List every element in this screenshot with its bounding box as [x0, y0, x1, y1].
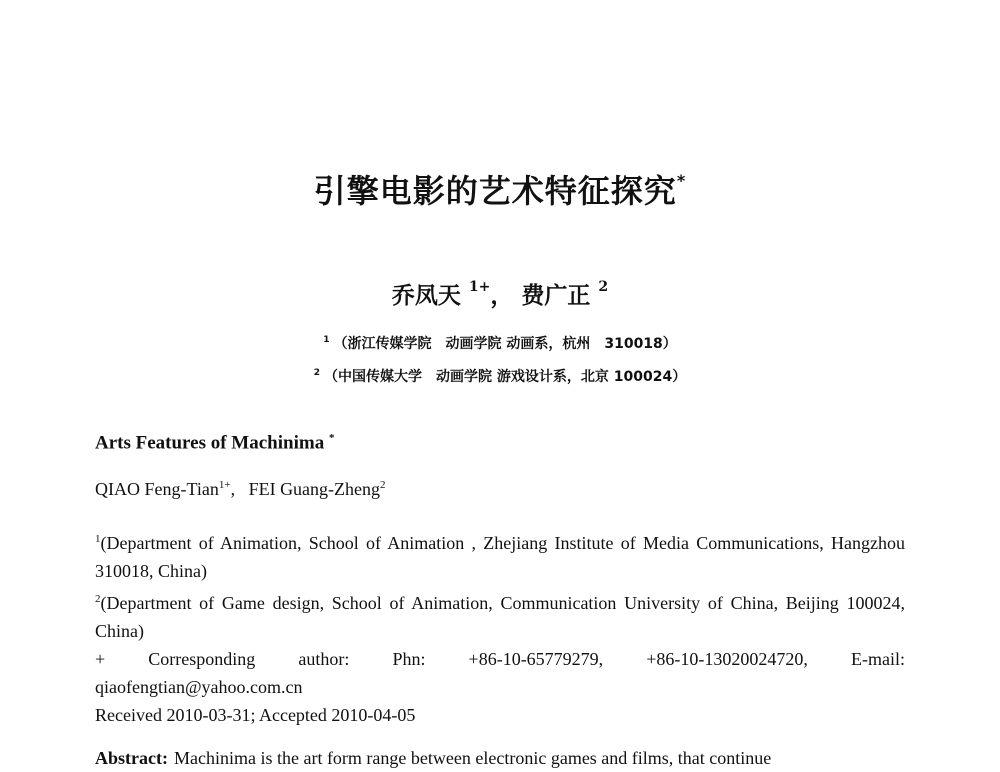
english-author-1-sup: 1+	[218, 479, 231, 491]
email-label: E-mail:	[851, 649, 905, 669]
chinese-affiliation-2-text: （中国传媒大学 动画学院 游戏设计系，北京 100024）	[324, 369, 687, 385]
corresponding-author-line	[95, 645, 905, 673]
chinese-title-text: 引擎电影的艺术特征探究	[313, 172, 677, 210]
corresponding-mark: +	[95, 649, 106, 669]
chinese-author-2: 费广正	[521, 282, 591, 309]
corresponding-label: Corresponding	[148, 649, 256, 669]
email-address[interactable]: qiaofengtian@yahoo.com.cn	[95, 677, 303, 697]
chinese-affiliation-1-text: （浙江传媒学院 动画学院 动画系，杭州 310018）	[333, 336, 677, 352]
english-affiliations	[95, 525, 905, 729]
abstract	[95, 744, 905, 772]
chinese-author-separator: ，	[490, 282, 514, 309]
chinese-affiliation-2	[0, 366, 1000, 386]
chinese-author-2-sup: 2	[598, 279, 609, 296]
chinese-affiliation-2-sup: 2	[313, 368, 321, 379]
chinese-authors	[0, 277, 1000, 310]
abstract-label: Abstract:	[95, 748, 168, 768]
corresponding-author-word: author:	[298, 649, 350, 669]
english-title-text: Arts Features of Machinima	[95, 432, 325, 454]
english-affiliation-1-sup: 1	[95, 533, 101, 545]
english-author-1: QIAO Feng-Tian	[95, 479, 219, 499]
english-author-2-sup: 2	[380, 479, 386, 491]
chinese-affiliation-1-sup: 1	[323, 335, 330, 346]
english-title-footnote-mark: *	[328, 432, 335, 444]
phone-label: Phn:	[392, 649, 426, 669]
chinese-title-footnote-mark: *	[676, 171, 687, 191]
english-affiliation-2	[95, 585, 905, 645]
english-affiliation-1-text: (Department of Animation, School of Animation , Zhejiang Institute of Media Communications, Hangzhou 310018, China)	[95, 533, 905, 581]
english-affiliation-1	[95, 525, 905, 585]
phone-1: +86-10-65779279,	[468, 649, 604, 669]
english-author-2: FEI Guang-Zheng	[248, 479, 381, 499]
chinese-affiliation-1	[0, 333, 1000, 353]
chinese-author-1-sup: 1+	[468, 279, 491, 296]
english-affiliation-2-text: (Department of Game design, School of Animation, Communication University of China, Beijing 100024, China)	[95, 593, 905, 641]
received-accepted-dates: Received 2010-03-31; Accepted 2010-04-05	[95, 705, 416, 725]
english-affiliation-2-sup: 2	[95, 593, 101, 605]
phone-2: +86-10-13020024720,	[646, 649, 808, 669]
chinese-title	[0, 166, 1000, 212]
chinese-author-1: 乔凤天	[391, 282, 461, 309]
english-authors	[95, 471, 905, 503]
english-title	[95, 424, 905, 457]
abstract-text: Machinima is the art form range between electronic games and films, that continue	[173, 748, 772, 768]
english-author-separator: ,	[230, 479, 236, 499]
